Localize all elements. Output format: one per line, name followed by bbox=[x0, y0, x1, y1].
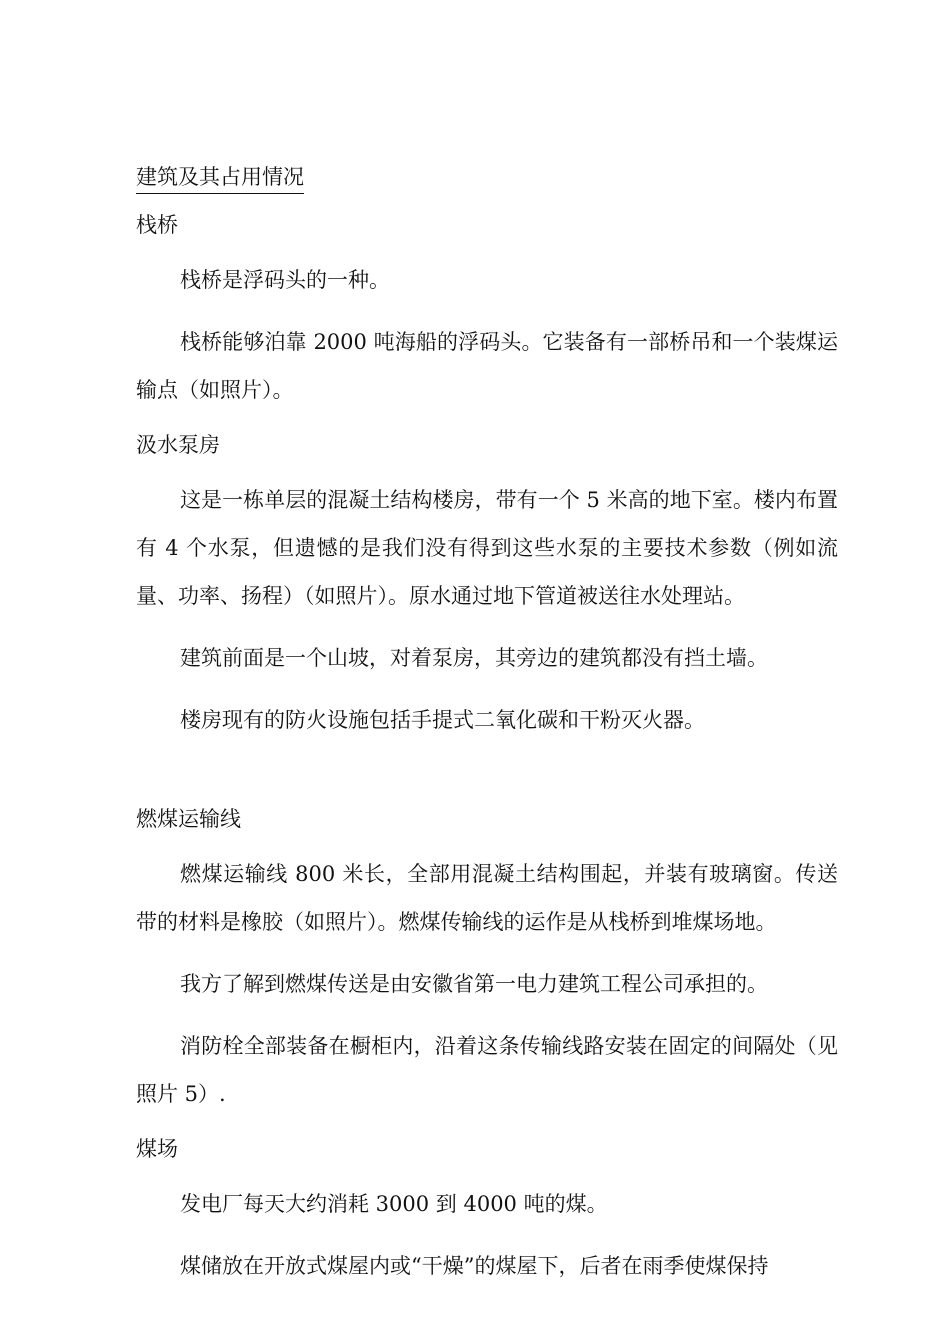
paragraph: 建筑前面是一个山坡，对着泵房，其旁边的建筑都没有挡土墙。 bbox=[180, 646, 768, 670]
section-title: 建筑及其占用情况 bbox=[136, 163, 304, 194]
paragraph: 这是一栋单层的混凝土结构楼房，带有一个 5 米高的地下室。楼内布置有 4 个水泵，但遗憾的是我们没有得到这些水泵的主要技术参数（例如流量、功率、扬程）（如照片）。原水通过地下管道被送往水处理站。 bbox=[136, 488, 838, 608]
paragraph: 栈桥是浮码头的一种。 bbox=[180, 268, 390, 292]
paragraph: 消防栓全部装备在橱柜内，沿着这条传输线路安装在固定的间隔处（见照片 5）. bbox=[136, 1034, 838, 1106]
heading-coal-yard: 煤场 bbox=[136, 1137, 178, 1161]
paragraph: 楼房现有的防火设施包括手提式二氧化碳和干粉灭火器。 bbox=[180, 708, 705, 732]
paragraph: 栈桥能够泊靠 2000 吨海船的浮码头。它装备有一部桥吊和一个装煤运输点（如照片）。 bbox=[136, 330, 838, 402]
paragraph: 发电厂每天大约消耗 3000 到 4000 吨的煤。 bbox=[180, 1192, 608, 1216]
paragraph: 我方了解到燃煤传送是由安徽省第一电力建筑工程公司承担的。 bbox=[180, 972, 768, 996]
heading-coal-conveyor: 燃煤运输线 bbox=[136, 807, 241, 831]
paragraph: 煤储放在开放式煤屋内或“干燥”的煤屋下，后者在雨季使煤保持 bbox=[180, 1254, 769, 1278]
document-page bbox=[136, 160, 838, 1290]
heading-pier: 栈桥 bbox=[136, 213, 178, 237]
blank-spacer bbox=[136, 744, 838, 788]
section-title-row bbox=[136, 160, 838, 194]
heading-pump-house: 汲水泵房 bbox=[136, 433, 220, 457]
paragraph: 燃煤运输线 800 米长，全部用混凝土结构围起，并装有玻璃窗。传送带的材料是橡胶（如照片）。燃煤传输线的运作是从栈桥到堆煤场地。 bbox=[136, 862, 838, 934]
